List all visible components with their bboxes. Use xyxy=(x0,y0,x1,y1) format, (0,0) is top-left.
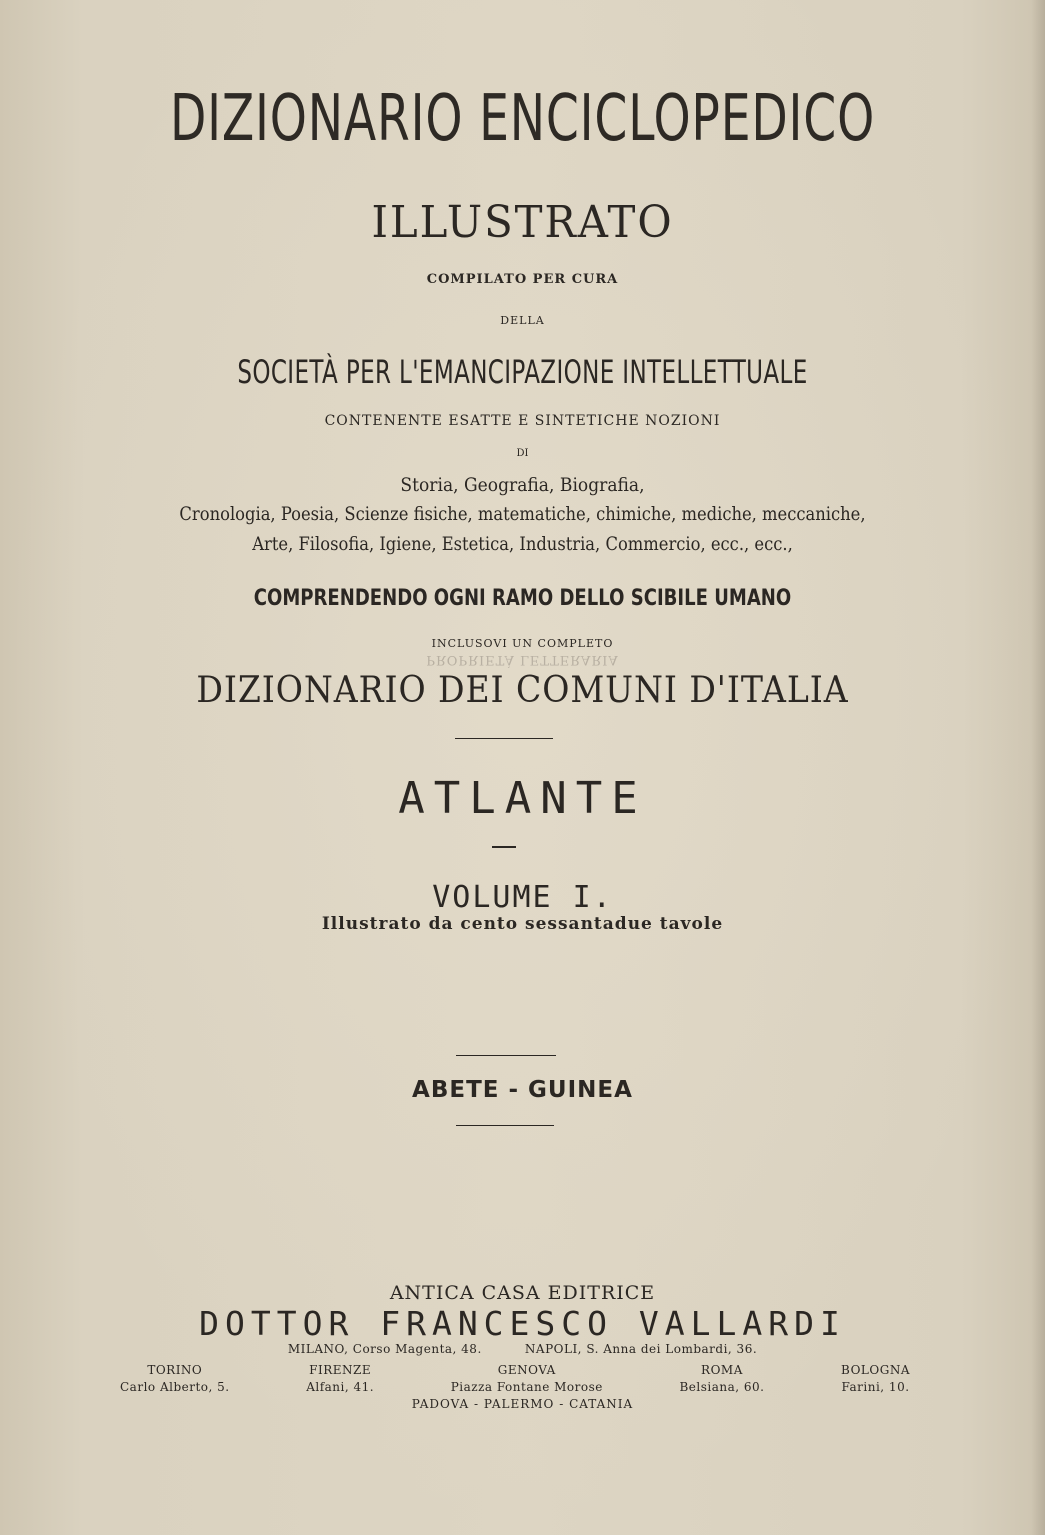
della-line: DELLA xyxy=(500,314,545,327)
society-name: SOCIETÀ PER L'EMANCIPAZIONE INTELLETTUALE xyxy=(237,353,808,391)
comuni-title: DIZIONARIO DEI COMUNI D'ITALIA xyxy=(196,670,849,711)
branch-address: Farini, 10. xyxy=(841,1380,910,1394)
branch-item xyxy=(120,1362,230,1396)
compiled-by-line: COMPILATO PER CURA xyxy=(426,272,619,287)
book-subtitle: ILLUSTRATO xyxy=(371,197,674,248)
atlante-heading: ATLANTE xyxy=(398,773,647,824)
short-dash-rule xyxy=(492,846,516,848)
plates-note: Illustrato da cento sessantadue tavole xyxy=(321,914,724,934)
branch-item xyxy=(306,1362,374,1396)
branch-city: GENOVA xyxy=(497,1363,556,1377)
subjects-line-1: Storia, Geografia, Biografia, xyxy=(400,474,645,496)
branch-address: Alfani, 41. xyxy=(306,1380,375,1394)
branch-item xyxy=(679,1362,764,1396)
main-addresses: MILANO, Corso Magenta, 48. NAPOLI, S. Anna dei Lombardi, 36. xyxy=(287,1342,758,1356)
volume-range: ABETE - GUINEA xyxy=(412,1077,633,1103)
branch-list xyxy=(120,1362,910,1396)
branch-item xyxy=(841,1362,910,1396)
divider-rule xyxy=(455,738,553,739)
branch-address: Piazza Fontane Morose xyxy=(450,1380,603,1394)
scope-line: COMPRENDENDO OGNI RAMO DELLO SCIBILE UMANO xyxy=(253,586,792,611)
branch-address: Belsiana, 60. xyxy=(679,1380,765,1394)
branch-city: TORINO xyxy=(147,1363,203,1377)
publisher-house-line: ANTICA CASA EDITRICE xyxy=(389,1282,656,1304)
branch-city: ROMA xyxy=(701,1363,743,1377)
branch-city: BOLOGNA xyxy=(841,1363,910,1377)
other-cities: PADOVA - PALERMO - CATANIA xyxy=(411,1397,634,1411)
divider-rule xyxy=(456,1125,554,1126)
contents-line: CONTENENTE ESATTE E SINTETICHE NOZIONI xyxy=(324,413,721,429)
branch-city: FIRENZE xyxy=(309,1363,372,1377)
subjects-line-2: Cronologia, Poesia, Scienze fisiche, matematiche, chimiche, mediche, meccaniche, xyxy=(179,503,866,525)
divider-rule xyxy=(456,1055,556,1056)
volume-heading: VOLUME I. xyxy=(432,880,613,915)
branch-address: Carlo Alberto, 5. xyxy=(120,1380,230,1394)
publisher-name: DOTTOR FRANCESCO VALLARDI xyxy=(199,1304,846,1343)
included-line: INCLUSOVI UN COMPLETO xyxy=(431,637,614,650)
book-title: DIZIONARIO ENCICLOPEDICO xyxy=(169,82,876,156)
subjects-line-3: Arte, Filosofia, Igiene, Estetica, Industria, Commercio, ecc., ecc., xyxy=(252,533,793,555)
bleed-through-stamp: PROPRIETÀ LETTERARIA xyxy=(426,652,619,667)
di-line: DI xyxy=(516,448,529,459)
branch-item xyxy=(451,1362,603,1396)
